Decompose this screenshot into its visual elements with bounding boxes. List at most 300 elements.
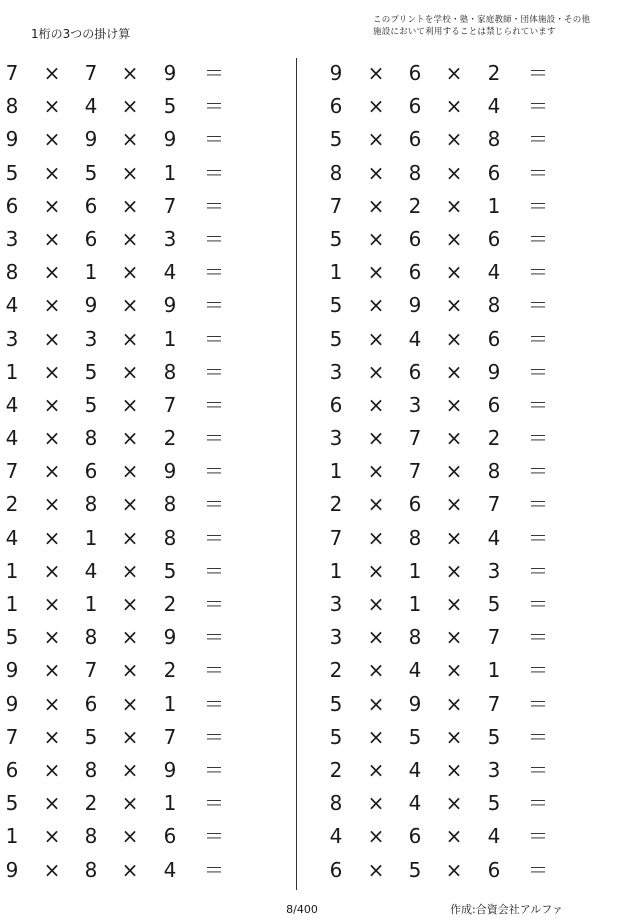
operand-2: 8 — [84, 625, 98, 650]
operand-1: 3 — [5, 226, 19, 251]
operand-2: 4 — [408, 757, 422, 782]
operand-1: 5 — [329, 127, 343, 152]
times-sign-1: × — [43, 492, 61, 517]
times-sign-2: × — [121, 61, 139, 85]
operand-2: 4 — [408, 326, 422, 351]
operand-1: 6 — [5, 193, 19, 218]
times-sign-2: × — [445, 492, 463, 517]
operand-2: 6 — [408, 127, 422, 152]
problem-row — [0, 323, 240, 356]
column-divider — [296, 58, 297, 890]
problem-row — [324, 289, 564, 322]
operand-1: 1 — [5, 592, 19, 616]
problem-row — [0, 820, 240, 853]
operand-3: 4 — [487, 94, 501, 119]
operand-2: 4 — [84, 558, 98, 583]
problem-row — [324, 555, 564, 588]
operand-2: 6 — [84, 226, 98, 251]
times-sign-2: × — [121, 127, 139, 152]
operand-1: 4 — [5, 426, 19, 451]
operand-1: 5 — [5, 791, 19, 816]
operand-1: 8 — [5, 260, 19, 285]
equals-sign: ＝ — [204, 558, 224, 583]
equals-sign: ＝ — [528, 459, 548, 484]
problem-row — [324, 389, 564, 422]
operand-3: 5 — [163, 94, 177, 119]
times-sign-1: × — [43, 658, 61, 683]
operand-3: 7 — [487, 492, 501, 517]
equals-sign: ＝ — [204, 359, 224, 384]
operand-3: 1 — [163, 160, 177, 185]
operand-2: 5 — [84, 160, 98, 185]
operand-1: 4 — [329, 824, 343, 849]
operand-2: 6 — [408, 226, 422, 251]
operand-1: 7 — [329, 193, 343, 218]
operand-2: 6 — [408, 824, 422, 849]
operand-1: 6 — [5, 757, 19, 782]
equals-sign: ＝ — [204, 724, 224, 749]
times-sign-2: × — [445, 260, 463, 285]
operand-2: 8 — [408, 625, 422, 650]
operand-1: 1 — [5, 824, 19, 849]
operand-2: 5 — [408, 724, 422, 749]
author-credit: 作成:合資会社アルファ — [450, 903, 564, 916]
operand-2: 6 — [84, 691, 98, 716]
operand-2: 1 — [408, 592, 422, 616]
operand-1: 1 — [5, 558, 19, 583]
times-sign-1: × — [43, 61, 61, 85]
operand-3: 6 — [487, 326, 501, 351]
times-sign-2: × — [445, 824, 463, 849]
operand-3: 6 — [487, 392, 501, 417]
operand-3: 5 — [163, 558, 177, 583]
operand-2: 6 — [408, 492, 422, 517]
operand-2: 8 — [84, 757, 98, 782]
operand-1: 7 — [329, 525, 343, 550]
times-sign-1: × — [367, 558, 385, 583]
times-sign-1: × — [43, 392, 61, 417]
operand-1: 1 — [5, 359, 19, 384]
times-sign-2: × — [121, 459, 139, 484]
problem-row — [324, 787, 564, 820]
operand-3: 9 — [163, 293, 177, 318]
operand-2: 4 — [84, 94, 98, 119]
times-sign-2: × — [121, 525, 139, 550]
equals-sign: ＝ — [528, 724, 548, 749]
equals-sign: ＝ — [528, 426, 548, 451]
problem-row — [324, 57, 564, 90]
problem-column-right — [324, 57, 564, 887]
times-sign-2: × — [121, 260, 139, 285]
operand-3: 6 — [487, 160, 501, 185]
operand-3: 4 — [487, 260, 501, 285]
operand-3: 9 — [163, 625, 177, 650]
times-sign-2: × — [445, 459, 463, 484]
times-sign-2: × — [445, 326, 463, 351]
times-sign-1: × — [367, 592, 385, 616]
times-sign-1: × — [43, 757, 61, 782]
operand-2: 5 — [84, 392, 98, 417]
problem-row — [0, 455, 240, 488]
operand-2: 6 — [84, 193, 98, 218]
equals-sign: ＝ — [528, 757, 548, 782]
operand-3: 5 — [487, 592, 501, 616]
equals-sign: ＝ — [204, 127, 224, 152]
operand-2: 7 — [408, 459, 422, 484]
equals-sign: ＝ — [528, 492, 548, 517]
operand-3: 4 — [163, 260, 177, 285]
times-sign-2: × — [121, 724, 139, 749]
times-sign-1: × — [43, 160, 61, 185]
problem-row — [324, 256, 564, 289]
times-sign-1: × — [43, 193, 61, 218]
operand-1: 1 — [329, 459, 343, 484]
equals-sign: ＝ — [528, 791, 548, 816]
operand-3: 8 — [163, 492, 177, 517]
times-sign-1: × — [367, 226, 385, 251]
equals-sign: ＝ — [528, 61, 548, 85]
operand-1: 9 — [329, 61, 343, 85]
operand-1: 9 — [5, 691, 19, 716]
operand-2: 9 — [408, 691, 422, 716]
equals-sign: ＝ — [204, 658, 224, 683]
equals-sign: ＝ — [528, 625, 548, 650]
operand-2: 6 — [408, 61, 422, 85]
times-sign-1: × — [367, 392, 385, 417]
times-sign-1: × — [367, 260, 385, 285]
operand-1: 2 — [5, 492, 19, 517]
operand-3: 1 — [487, 193, 501, 218]
equals-sign: ＝ — [528, 127, 548, 152]
times-sign-2: × — [445, 857, 463, 882]
operand-3: 9 — [163, 127, 177, 152]
problem-row — [324, 721, 564, 754]
problem-row — [0, 621, 240, 654]
operand-1: 7 — [5, 459, 19, 484]
problem-row — [324, 157, 564, 190]
operand-2: 6 — [408, 94, 422, 119]
times-sign-1: × — [367, 857, 385, 882]
equals-sign: ＝ — [204, 226, 224, 251]
operand-1: 3 — [329, 359, 343, 384]
problem-row — [324, 820, 564, 853]
problem-row — [0, 654, 240, 687]
problem-row — [324, 588, 564, 621]
times-sign-1: × — [367, 459, 385, 484]
times-sign-2: × — [121, 492, 139, 517]
usage-notice-line: このプリントを学校・塾・家庭教師・団体施設・その他 — [373, 15, 591, 25]
problem-row — [324, 323, 564, 356]
problem-column-left — [0, 57, 240, 887]
problem-row — [324, 90, 564, 123]
operand-3: 1 — [163, 691, 177, 716]
operand-1: 3 — [329, 592, 343, 616]
equals-sign: ＝ — [528, 592, 548, 616]
times-sign-2: × — [121, 824, 139, 849]
times-sign-1: × — [367, 757, 385, 782]
times-sign-2: × — [121, 94, 139, 119]
operand-3: 8 — [487, 459, 501, 484]
problem-row — [0, 721, 240, 754]
operand-1: 2 — [329, 658, 343, 683]
times-sign-2: × — [445, 525, 463, 550]
problem-row — [0, 555, 240, 588]
operand-1: 7 — [5, 61, 19, 85]
times-sign-1: × — [367, 824, 385, 849]
operand-2: 2 — [408, 193, 422, 218]
operand-2: 3 — [84, 326, 98, 351]
problem-row — [324, 654, 564, 687]
times-sign-1: × — [43, 724, 61, 749]
equals-sign: ＝ — [528, 193, 548, 218]
times-sign-1: × — [367, 492, 385, 517]
operand-2: 9 — [84, 127, 98, 152]
times-sign-2: × — [121, 193, 139, 218]
problem-row — [0, 522, 240, 555]
operand-1: 6 — [329, 392, 343, 417]
problem-row — [324, 522, 564, 555]
operand-2: 8 — [84, 824, 98, 849]
operand-2: 2 — [84, 791, 98, 816]
operand-2: 8 — [84, 857, 98, 882]
operand-2: 7 — [408, 426, 422, 451]
operand-2: 8 — [408, 160, 422, 185]
times-sign-2: × — [121, 226, 139, 251]
times-sign-2: × — [445, 791, 463, 816]
operand-3: 9 — [163, 757, 177, 782]
problem-row — [0, 157, 240, 190]
operand-3: 8 — [487, 293, 501, 318]
problem-row — [0, 123, 240, 156]
times-sign-2: × — [445, 392, 463, 417]
problem-row — [0, 356, 240, 389]
times-sign-2: × — [121, 757, 139, 782]
equals-sign: ＝ — [204, 392, 224, 417]
problem-row — [0, 854, 240, 887]
times-sign-2: × — [445, 625, 463, 650]
operand-3: 3 — [487, 757, 501, 782]
times-sign-1: × — [367, 525, 385, 550]
times-sign-2: × — [121, 359, 139, 384]
times-sign-1: × — [43, 857, 61, 882]
problem-row — [324, 621, 564, 654]
operand-1: 5 — [5, 625, 19, 650]
operand-3: 4 — [163, 857, 177, 882]
problem-row — [324, 488, 564, 521]
operand-1: 5 — [329, 724, 343, 749]
times-sign-1: × — [43, 293, 61, 318]
equals-sign: ＝ — [528, 658, 548, 683]
operand-1: 7 — [5, 724, 19, 749]
problem-row — [0, 289, 240, 322]
usage-notice — [373, 14, 623, 38]
page-number: 8/400 — [286, 903, 318, 916]
times-sign-1: × — [43, 592, 61, 616]
times-sign-1: × — [367, 426, 385, 451]
operand-2: 1 — [84, 525, 98, 550]
operand-1: 6 — [329, 94, 343, 119]
equals-sign: ＝ — [204, 757, 224, 782]
equals-sign: ＝ — [528, 558, 548, 583]
equals-sign: ＝ — [528, 691, 548, 716]
times-sign-1: × — [43, 525, 61, 550]
operand-1: 6 — [329, 857, 343, 882]
operand-2: 8 — [84, 492, 98, 517]
operand-1: 3 — [5, 326, 19, 351]
problem-row — [0, 190, 240, 223]
equals-sign: ＝ — [528, 326, 548, 351]
times-sign-2: × — [445, 426, 463, 451]
times-sign-2: × — [445, 293, 463, 318]
equals-sign: ＝ — [528, 392, 548, 417]
operand-3: 2 — [163, 426, 177, 451]
problem-row — [0, 787, 240, 820]
operand-2: 9 — [84, 293, 98, 318]
problem-row — [0, 389, 240, 422]
equals-sign: ＝ — [528, 824, 548, 849]
times-sign-2: × — [121, 392, 139, 417]
problem-row — [0, 223, 240, 256]
problem-row — [0, 688, 240, 721]
operand-1: 9 — [5, 857, 19, 882]
equals-sign: ＝ — [204, 426, 224, 451]
operand-1: 3 — [329, 625, 343, 650]
operand-2: 1 — [84, 592, 98, 616]
operand-2: 4 — [408, 658, 422, 683]
operand-2: 8 — [84, 426, 98, 451]
problem-row — [0, 422, 240, 455]
equals-sign: ＝ — [204, 857, 224, 882]
times-sign-2: × — [445, 127, 463, 152]
operand-2: 5 — [84, 724, 98, 749]
times-sign-1: × — [367, 326, 385, 351]
times-sign-2: × — [445, 226, 463, 251]
operand-3: 8 — [487, 127, 501, 152]
operand-1: 9 — [5, 127, 19, 152]
operand-3: 7 — [163, 724, 177, 749]
times-sign-2: × — [121, 592, 139, 616]
operand-3: 3 — [163, 226, 177, 251]
times-sign-1: × — [43, 326, 61, 351]
operand-3: 9 — [487, 359, 501, 384]
equals-sign: ＝ — [528, 94, 548, 119]
worksheet-title: 1桁の3つの掛け算 — [31, 27, 131, 41]
operand-3: 7 — [487, 625, 501, 650]
problem-row — [0, 588, 240, 621]
equals-sign: ＝ — [528, 226, 548, 251]
operand-3: 2 — [487, 61, 501, 85]
times-sign-1: × — [367, 293, 385, 318]
operand-3: 5 — [487, 724, 501, 749]
operand-1: 5 — [5, 160, 19, 185]
times-sign-1: × — [43, 260, 61, 285]
operand-3: 1 — [163, 791, 177, 816]
operand-2: 5 — [84, 359, 98, 384]
operand-1: 4 — [5, 293, 19, 318]
times-sign-1: × — [367, 127, 385, 152]
operand-3: 5 — [487, 791, 501, 816]
operand-1: 2 — [329, 492, 343, 517]
operand-1: 5 — [329, 226, 343, 251]
equals-sign: ＝ — [204, 525, 224, 550]
operand-1: 9 — [5, 658, 19, 683]
times-sign-2: × — [121, 558, 139, 583]
operand-1: 5 — [329, 691, 343, 716]
equals-sign: ＝ — [528, 359, 548, 384]
operand-2: 1 — [408, 558, 422, 583]
equals-sign: ＝ — [204, 625, 224, 650]
times-sign-1: × — [43, 625, 61, 650]
operand-1: 1 — [329, 260, 343, 285]
operand-3: 9 — [163, 459, 177, 484]
times-sign-2: × — [445, 592, 463, 616]
times-sign-1: × — [43, 426, 61, 451]
problem-row — [324, 754, 564, 787]
equals-sign: ＝ — [528, 260, 548, 285]
equals-sign: ＝ — [204, 193, 224, 218]
times-sign-2: × — [121, 293, 139, 318]
equals-sign: ＝ — [204, 791, 224, 816]
equals-sign: ＝ — [204, 326, 224, 351]
operand-2: 6 — [408, 260, 422, 285]
operand-1: 4 — [5, 392, 19, 417]
operand-3: 1 — [487, 658, 501, 683]
times-sign-1: × — [367, 61, 385, 85]
times-sign-1: × — [367, 94, 385, 119]
times-sign-2: × — [121, 658, 139, 683]
problem-row — [324, 422, 564, 455]
times-sign-2: × — [121, 791, 139, 816]
times-sign-1: × — [43, 226, 61, 251]
times-sign-1: × — [43, 359, 61, 384]
times-sign-2: × — [121, 160, 139, 185]
operand-3: 8 — [163, 359, 177, 384]
operand-3: 3 — [487, 558, 501, 583]
times-sign-1: × — [367, 160, 385, 185]
operand-3: 6 — [163, 824, 177, 849]
times-sign-2: × — [121, 857, 139, 882]
operand-3: 1 — [163, 326, 177, 351]
operand-2: 4 — [408, 791, 422, 816]
problem-row — [0, 754, 240, 787]
equals-sign: ＝ — [204, 691, 224, 716]
times-sign-2: × — [121, 691, 139, 716]
problem-row — [324, 688, 564, 721]
operand-3: 4 — [487, 824, 501, 849]
operand-1: 5 — [329, 293, 343, 318]
equals-sign: ＝ — [204, 824, 224, 849]
times-sign-2: × — [121, 625, 139, 650]
equals-sign: ＝ — [528, 857, 548, 882]
equals-sign: ＝ — [204, 592, 224, 616]
equals-sign: ＝ — [204, 260, 224, 285]
times-sign-2: × — [121, 326, 139, 351]
operand-3: 9 — [163, 61, 177, 85]
operand-2: 8 — [408, 525, 422, 550]
times-sign-2: × — [445, 757, 463, 782]
equals-sign: ＝ — [204, 492, 224, 517]
operand-1: 2 — [329, 757, 343, 782]
equals-sign: ＝ — [528, 525, 548, 550]
equals-sign: ＝ — [528, 160, 548, 185]
operand-2: 7 — [84, 658, 98, 683]
equals-sign: ＝ — [204, 94, 224, 119]
equals-sign: ＝ — [204, 459, 224, 484]
problem-row — [324, 123, 564, 156]
equals-sign: ＝ — [204, 160, 224, 185]
operand-3: 6 — [487, 857, 501, 882]
problem-row — [324, 854, 564, 887]
